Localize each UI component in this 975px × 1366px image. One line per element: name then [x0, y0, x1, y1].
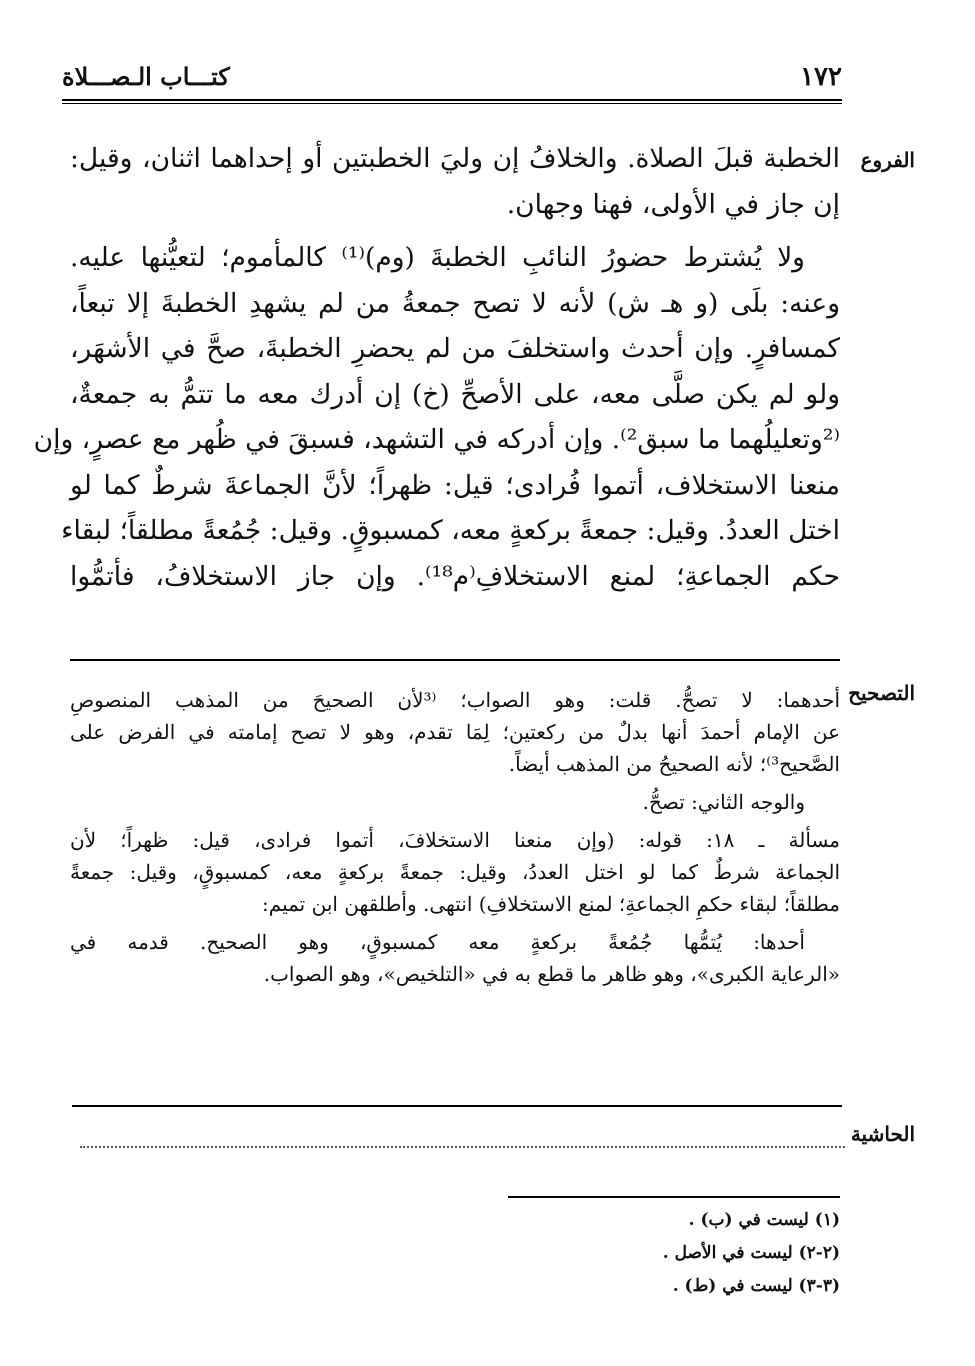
hashiya-divider — [72, 1105, 842, 1107]
header-rule — [62, 99, 842, 101]
tashih-text — [70, 684, 840, 990]
main-line: ⁽²وتعليلُهما ما سبق²⁾. وإن أدركه في التشهد، فسبقَ في ظُهر مع عصرٍ، وإن — [33, 424, 840, 455]
footnote: (٣-٣) ليست في (ط) . — [672, 1276, 840, 1296]
tashih-line: عن الإمام أحمدَ أنها بدلٌ من ركعتين؛ لِمَا تقدم، وهو لا تصح إمامته في الفرض على — [70, 720, 840, 744]
label-furu: الفروع — [860, 148, 915, 172]
main-line: منعنا الاستخلاف، أتموا فُرادى؛ قيل: ظهراً؛ لأنَّ الجماعةَ شرطٌ كما لو — [70, 469, 840, 501]
page-header — [62, 62, 842, 96]
main-line: حكم الجماعةِ؛ لمنع الاستخلافِ⁽م¹⁸⁾. وإن جاز الاستخلافُ، فأتمُّوا — [70, 560, 841, 592]
page-number: ١٧٢ — [800, 62, 842, 92]
main-line: ولو لم يكن صلَّى معه، على الأصحِّ (خ) إن أدرك معه ما تتمُّ به جمعةٌ، — [70, 378, 840, 410]
section-divider — [70, 659, 840, 661]
footnote-separator — [508, 1196, 840, 1198]
tashih-line: والوجه الثاني: تصحُّ. — [642, 790, 805, 814]
tashih-line: الجماعة شرطٌ كما لو اختل العددُ، وقيل: جمعةً بركعةٍ معه، كمسبوقٍ، وقيل: جمعةً — [70, 860, 840, 884]
main-line: وعنه: بلَى (و هـ ش) لأنه لا تصح جمعةُ من لم يشهدِ الخطبةَ إلا تبعاً، — [70, 287, 840, 319]
label-hashiya: الحاشية — [850, 1122, 915, 1146]
tashih-line: أحدهما: لا تصحُّ. قلت: وهو الصواب؛ ⁽³لأن الصحيحَ من المذهب المنصوصِ — [70, 688, 841, 712]
main-line: اختل العددُ. وقيل: جمعةً بركعةٍ معه، كمسبوقٍ. وقيل: جُمُعةً مطلقاً؛ لبقاء — [61, 515, 840, 546]
main-line: ولا يُشترط حضورُ النائبِ الخطبةَ (وم)⁽¹⁾ كالمأموم؛ لتعيُّنها عليه. — [70, 242, 805, 273]
label-tashih: التصحيح — [848, 681, 915, 705]
tashih-line: الصَّحيح³⁾؛ لأنه الصحيحُ من المذهب أيضاً. — [508, 752, 840, 776]
tashih-line: مطلقاً؛ لبقاء حكمِ الجماعةِ؛ لمنع الاستخلافِ) انتهى. وأطلقهن ابن تميم: — [262, 892, 840, 916]
main-line: إن جاز في الأولى، فهنا وجهان. — [506, 188, 840, 220]
footnote: (٢-٢) ليست في الأصل . — [662, 1243, 840, 1263]
header-rule-thin — [62, 103, 842, 104]
main-text — [33, 136, 841, 599]
hashiya-dotted-line — [80, 1146, 845, 1148]
tashih-line: أحدها: يُتمُّها جُمُعةً بركعةٍ معه كمسبوقٍ، وهو الصحيح. قدمه في — [70, 930, 805, 954]
footnote: (١) ليست في (ب) . — [688, 1210, 840, 1230]
book-title: كتـــاب الـصـــلاة — [62, 62, 230, 91]
tashih-line: «الرعاية الكبرى»، وهو ظاهر ما قطع به في «التلخيص»، وهو الصواب. — [263, 962, 840, 986]
main-line: الخطبة قبلَ الصلاة. والخلافُ إن وليَ الخطبتين أو إحداهما اثنان، وقيل: — [70, 143, 840, 174]
main-line: كمسافرٍ. وإن أحدث واستخلفَ من لم يحضرِ الخطبةَ، صحَّ في الأشهَر، — [70, 333, 840, 364]
tashih-line: مسألة ـ ١٨: قوله: (وإن منعنا الاستخلافَ، أتموا فرادى، قيل: ظهراً؛ لأن — [70, 828, 841, 852]
